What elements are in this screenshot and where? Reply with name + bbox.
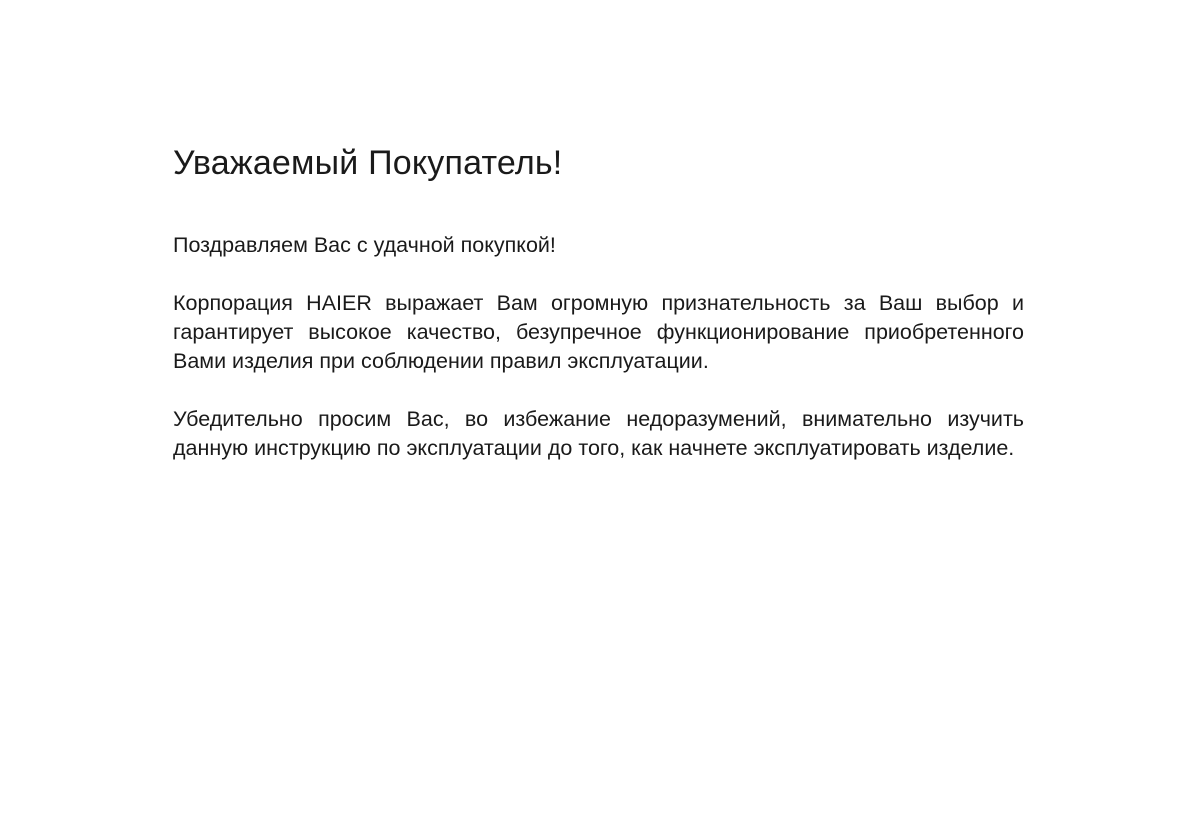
document-page — [173, 141, 1024, 463]
gratitude-paragraph: Корпорация HAIER выражает Вам огромную признательность за Ваш выбор и гарантирует высокое качество, безупречное функционирование приобретенного Вами изделия при соблюдении правил эксплуатации. — [173, 291, 1024, 373]
greeting-paragraph: Поздравляем Вас с удачной покупкой! — [173, 233, 556, 257]
page-title: Уважаемый Покупатель! — [173, 144, 563, 182]
instruction-paragraph: Убедительно просим Вас, во избежание недоразумений, внимательно изучить данную инструкцию по эксплуатации до того, как начнете эксплуатировать изделие. — [173, 407, 1024, 460]
